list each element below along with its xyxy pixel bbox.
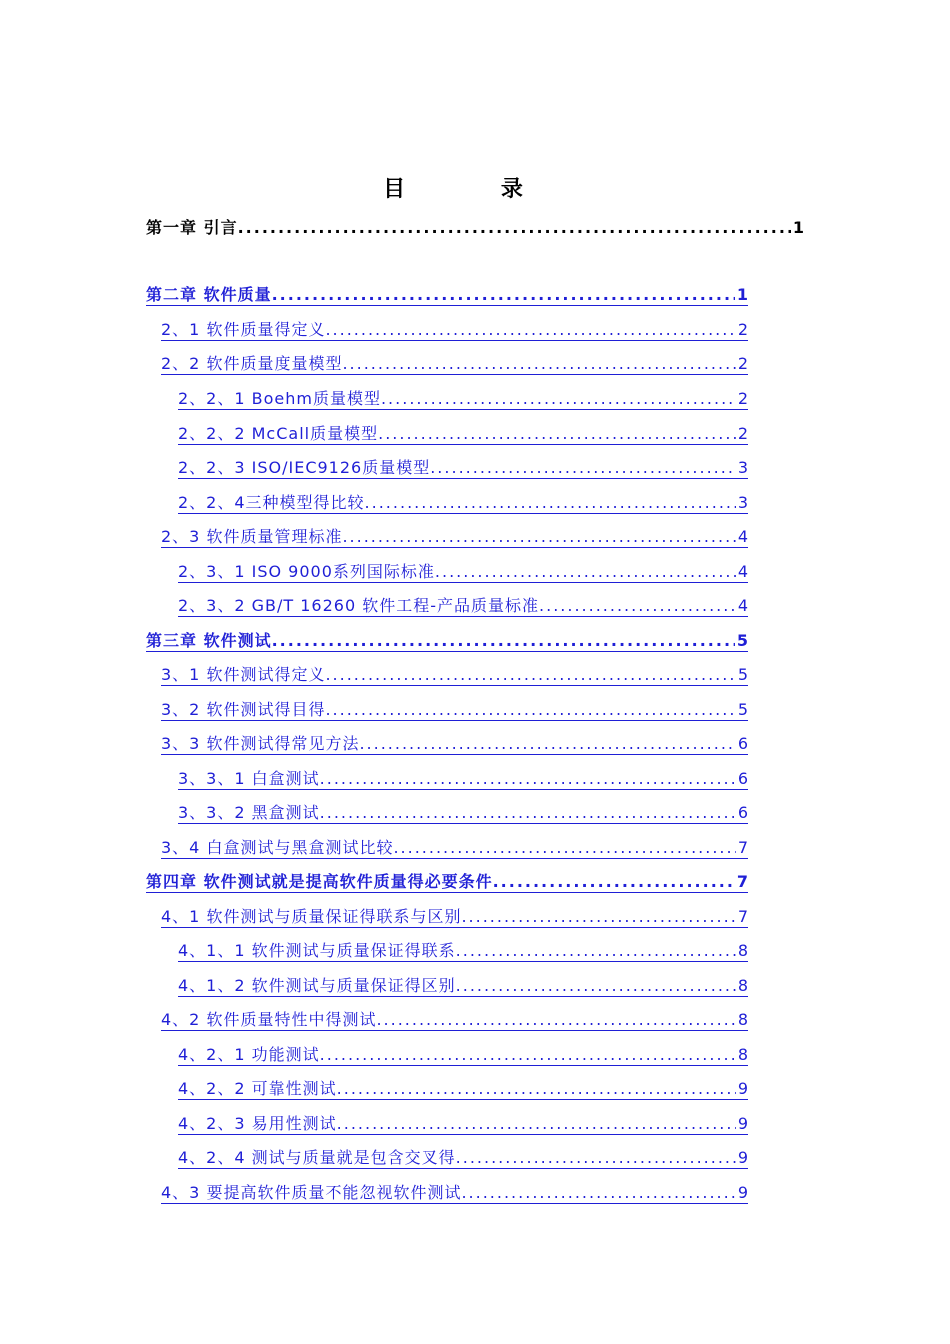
toc-entry-label: 3、1 软件测试得定义: [161, 665, 326, 684]
toc-leader-dots: [456, 976, 736, 996]
toc-entry-label: 4、1、1 软件测试与质量保证得联系: [178, 941, 456, 960]
toc-entry-label: 4、1、2 软件测试与质量保证得区别: [178, 976, 456, 995]
toc-entry[interactable]: [161, 352, 748, 375]
toc-leader-dots: [378, 424, 736, 444]
toc-page-number: 8: [737, 1045, 748, 1064]
toc-leader-dots: [461, 1183, 735, 1203]
toc-leader-dots: [376, 1010, 735, 1030]
toc-leader-dots: [342, 527, 735, 547]
toc-leader-dots: [337, 1079, 736, 1099]
toc-entry[interactable]: [161, 905, 748, 928]
toc-entry[interactable]: [178, 1146, 748, 1169]
toc-page-number: 3: [737, 458, 748, 477]
toc-entry[interactable]: [178, 801, 748, 824]
toc-entry[interactable]: [178, 594, 748, 617]
toc-page-number: 5: [737, 700, 748, 719]
toc-entry[interactable]: [178, 560, 748, 583]
toc-leader-dots: [320, 803, 736, 823]
toc-leader-dots: [456, 1148, 736, 1168]
toc-entry[interactable]: [178, 387, 748, 410]
toc-leader-dots: [365, 493, 736, 513]
toc-page-number: 2: [737, 320, 748, 339]
toc-page-number: 7: [736, 872, 748, 891]
page-title: 目 录: [383, 177, 567, 202]
toc-entry-label: 4、1 软件测试与质量保证得联系与区别: [161, 907, 462, 926]
toc-leader-dots: [272, 631, 735, 651]
toc-leader-dots: [539, 596, 736, 616]
toc-leader-dots: [435, 562, 736, 582]
toc-entry-label: 第二章 软件质量: [146, 285, 272, 304]
toc-entry-label: 4、2、3 易用性测试: [178, 1114, 337, 1133]
toc-page-number: 9: [737, 1114, 748, 1133]
toc-entry-label: 2、3 软件质量管理标准: [161, 527, 343, 546]
toc-entry[interactable]: [178, 491, 748, 514]
toc-page-number: 9: [737, 1148, 748, 1167]
toc-entry-label: 3、4 白盒测试与黑盒测试比较: [161, 838, 394, 857]
toc-page-number: 8: [737, 941, 748, 960]
toc-leader-dots: [272, 285, 735, 305]
toc-entry[interactable]: [178, 767, 748, 790]
toc-entry[interactable]: [161, 318, 748, 341]
toc-page-number: 9: [737, 1079, 748, 1098]
toc-entry[interactable]: [146, 629, 748, 652]
toc-entry[interactable]: [178, 1112, 748, 1135]
toc-page-number: 7: [737, 907, 748, 926]
toc-leader-dots: [337, 1114, 736, 1134]
toc-entry-label: 2、2、4三种模型得比较: [178, 493, 365, 512]
toc-page-number: 2: [737, 424, 748, 443]
toc-page-number: 2: [737, 389, 748, 408]
toc-leader-dots: [325, 665, 735, 685]
toc-entry-label: 2、3、2 GB/T 16260 软件工程-产品质量标准: [178, 596, 540, 615]
toc-leader-dots: [238, 218, 791, 238]
toc-page-number: 8: [737, 1010, 748, 1029]
toc-leader-dots: [381, 389, 736, 409]
toc-entry-label: 2、2 软件质量度量模型: [161, 354, 343, 373]
toc-entry: [146, 216, 804, 238]
toc-entry-label: 3、3、2 黑盒测试: [178, 803, 320, 822]
toc-entry[interactable]: [161, 1181, 748, 1204]
toc-leader-dots: [325, 320, 735, 340]
toc-page-number: 4: [737, 527, 748, 546]
toc-leader-dots: [359, 734, 735, 754]
toc-entry-label: 4、2、1 功能测试: [178, 1045, 320, 1064]
toc-entry-label: 第四章 软件测试就是提高软件质量得必要条件: [146, 872, 493, 891]
toc-entry[interactable]: [178, 456, 748, 479]
toc-page-number: 3: [737, 493, 748, 512]
toc-entry-label: 4、3 要提高软件质量不能忽视软件测试: [161, 1183, 462, 1202]
toc-entry[interactable]: [146, 870, 748, 893]
toc-entry[interactable]: [178, 1043, 748, 1066]
toc-page-number: 8: [737, 976, 748, 995]
toc-entry[interactable]: [161, 698, 748, 721]
toc-leader-dots: [393, 838, 735, 858]
toc-page-number: 4: [737, 596, 748, 615]
toc-page-number: 6: [737, 803, 748, 822]
toc-entry[interactable]: [161, 525, 748, 548]
toc-leader-dots: [493, 872, 735, 892]
toc-entry-label: 2、2、1 Boehm质量模型: [178, 389, 381, 408]
toc-entry[interactable]: [161, 836, 748, 859]
toc-page-number: 2: [737, 354, 748, 373]
toc-entry-label: 4、2、2 可靠性测试: [178, 1079, 337, 1098]
toc-entry-label: 第三章 软件测试: [146, 631, 272, 650]
toc-entry-label: 2、1 软件质量得定义: [161, 320, 326, 339]
toc-page-number: 4: [737, 562, 748, 581]
toc-leader-dots: [461, 907, 735, 927]
toc-entry-label: 4、2、4 测试与质量就是包含交叉得: [178, 1148, 456, 1167]
toc-page-number: 6: [737, 734, 748, 753]
toc-entry[interactable]: [178, 974, 748, 997]
toc-page-number: 7: [737, 838, 748, 857]
toc-entry[interactable]: [146, 283, 748, 306]
toc-entry-label: 3、2 软件测试得目得: [161, 700, 326, 719]
toc-page-number: 1: [792, 218, 804, 237]
toc-entry-label: 2、2、2 McCall质量模型: [178, 424, 379, 443]
toc-page-number: 5: [736, 631, 748, 650]
toc-page-number: 9: [737, 1183, 748, 1202]
toc-leader-dots: [320, 1045, 736, 1065]
toc-page-number: 5: [737, 665, 748, 684]
toc-leader-dots: [456, 941, 736, 961]
toc-entry-label: 3、3、1 白盒测试: [178, 769, 320, 788]
toc-entry[interactable]: [178, 1077, 748, 1100]
toc-entry-label: 4、2 软件质量特性中得测试: [161, 1010, 377, 1029]
toc-entry-label: 3、3 软件测试得常见方法: [161, 734, 360, 753]
toc-leader-dots: [325, 700, 735, 720]
toc-entry[interactable]: [178, 939, 748, 962]
toc-leader-dots: [320, 769, 736, 789]
toc-page-number: 6: [737, 769, 748, 788]
toc-leader-dots: [342, 354, 735, 374]
toc-entry[interactable]: [161, 1008, 748, 1031]
toc-entry[interactable]: [161, 663, 748, 686]
toc-leader-dots: [430, 458, 736, 478]
toc-entry-label: 第一章 引言: [146, 218, 238, 237]
toc-entry[interactable]: [161, 732, 748, 755]
toc-entry-label: 2、2、3 ISO/IEC9126质量模型: [178, 458, 431, 477]
toc-entry[interactable]: [178, 422, 748, 445]
toc-page-number: 1: [736, 285, 748, 304]
toc-entry-label: 2、3、1 ISO 9000系列国际标准: [178, 562, 435, 581]
